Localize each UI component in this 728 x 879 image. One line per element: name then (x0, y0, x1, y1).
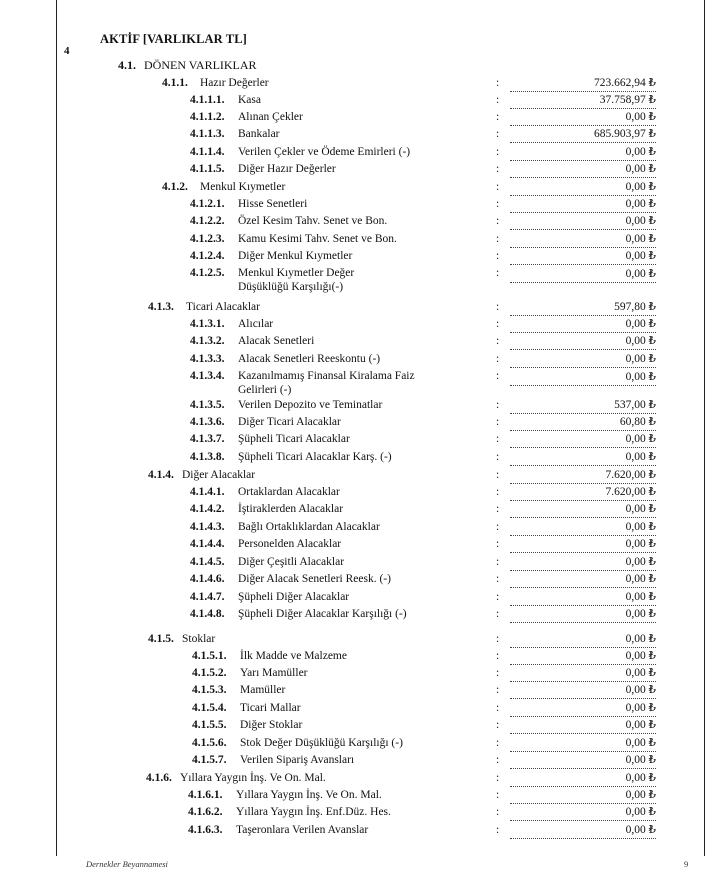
row-code: 4.1.3.3. (190, 353, 225, 365)
row-label: Şüpheli Diğer Alacaklar Karşılığı (-) (238, 608, 407, 620)
row-label: Özel Kesim Tahv. Senet ve Bon. (238, 215, 388, 227)
row-colon: : (496, 451, 500, 463)
row-code: 4.1.5.3. (192, 684, 227, 696)
row-label: Stok Değer Düşüklüğü Karşılığı (-) (240, 737, 403, 749)
row-colon: : (496, 806, 500, 818)
section-number: 4 (64, 45, 70, 57)
row-label: Verilen Depozito ve Teminatlar (238, 399, 383, 411)
row-colon: : (496, 301, 500, 313)
row-label-continued: Gelirleri (-) (238, 384, 292, 396)
row-colon: : (496, 503, 500, 515)
row-code: 4.1.2.1. (190, 198, 225, 210)
row-value: 0,00 ₺ (510, 789, 656, 804)
row-colon: : (496, 789, 500, 801)
section-subheading (118, 58, 257, 73)
row-value: 0,00 ₺ (510, 633, 656, 648)
row-value: 0,00 ₺ (510, 684, 656, 699)
row-label: Kamu Kesimi Tahv. Senet ve Bon. (238, 233, 397, 245)
row-value: 597,80 ₺ (510, 301, 656, 316)
row-label: Yıllara Yaygın İnş. Ve On. Mal. (180, 772, 326, 784)
row-colon: : (496, 77, 500, 89)
row-colon: : (496, 486, 500, 498)
row-value: 0,00 ₺ (510, 146, 656, 161)
row-value: 0,00 ₺ (510, 591, 656, 606)
row-value: 0,00 ₺ (510, 824, 656, 839)
row-colon: : (496, 370, 500, 382)
row-label: Diğer Hazır Değerler (238, 163, 336, 175)
row-value: 0,00 ₺ (510, 754, 656, 769)
row-code: 4.1.4.3. (190, 521, 225, 533)
row-value: 60,80 ₺ (510, 416, 656, 431)
row-colon: : (496, 111, 500, 123)
row-colon: : (496, 538, 500, 550)
row-label: Kazanılmamış Finansal Kiralama Faiz (238, 370, 415, 382)
row-colon: : (496, 215, 500, 227)
row-label: Taşeronlara Verilen Avanslar (236, 824, 369, 836)
row-code: 4.1.2.2. (190, 215, 225, 227)
row-value: 0,00 ₺ (510, 353, 656, 368)
row-label: Personelden Alacaklar (238, 538, 342, 550)
row-colon: : (496, 128, 500, 140)
row-colon: : (496, 267, 500, 279)
row-label: Diğer Çeşitli Alacaklar (238, 556, 345, 568)
row-code: 4.1.4.4. (190, 538, 225, 550)
row-colon: : (496, 399, 500, 411)
row-value: 7.620,00 ₺ (510, 469, 656, 484)
row-colon: : (496, 556, 500, 568)
row-colon: : (496, 94, 500, 106)
row-colon: : (496, 772, 500, 784)
row-value: 0,00 ₺ (510, 268, 656, 283)
row-colon: : (496, 684, 500, 696)
row-code: 4.1.5. (148, 633, 174, 645)
row-colon: : (496, 591, 500, 603)
row-code: 4.1.4. (148, 469, 174, 481)
row-code: 4.1.3.8. (190, 451, 225, 463)
row-value: 0,00 ₺ (510, 737, 656, 752)
row-code: 4.1.1.2. (190, 111, 225, 123)
page-number: 9 (684, 859, 689, 869)
row-value: 0,00 ₺ (510, 702, 656, 717)
row-label: Şüpheli Ticari Alacaklar (238, 433, 350, 445)
row-value: 0,00 ₺ (510, 433, 656, 448)
row-value: 685.903,97 ₺ (510, 128, 656, 143)
row-code: 4.1.6.1. (188, 789, 223, 801)
row-colon: : (496, 650, 500, 662)
row-label: Alacak Senetleri (238, 335, 315, 347)
row-code: 4.1.5.7. (192, 754, 227, 766)
row-colon: : (496, 754, 500, 766)
row-label: Ortaklardan Alacaklar (238, 486, 340, 498)
row-label: Yarı Mamüller (240, 667, 308, 679)
row-label: Hisse Senetleri (238, 198, 308, 210)
row-code: 4.1.3.7. (190, 433, 225, 445)
row-code: 4.1.3.2. (190, 335, 225, 347)
row-value: 0,00 ₺ (510, 163, 656, 178)
row-colon: : (496, 521, 500, 533)
row-colon: : (496, 181, 500, 193)
subheading-number: 4.1. (118, 58, 136, 72)
subheading-label: DÖNEN VARLIKLAR (144, 58, 257, 72)
row-value: 0,00 ₺ (510, 335, 656, 350)
row-label: İştiraklerden Alacaklar (238, 503, 344, 515)
row-colon: : (496, 163, 500, 175)
row-code: 4.1.6.2. (188, 806, 223, 818)
row-value: 0,00 ₺ (510, 608, 656, 623)
row-colon: : (496, 633, 500, 645)
row-value: 0,00 ₺ (510, 371, 656, 386)
right-border-line (704, 0, 705, 856)
row-value: 37.758,97 ₺ (510, 94, 656, 109)
row-code: 4.1.4.1. (190, 486, 225, 498)
row-colon: : (496, 433, 500, 445)
row-value: 0,00 ₺ (510, 650, 656, 665)
row-colon: : (496, 335, 500, 347)
row-colon: : (496, 824, 500, 836)
row-value: 0,00 ₺ (510, 503, 656, 518)
row-label: Diğer Ticari Alacaklar (238, 416, 341, 428)
row-value: 0,00 ₺ (510, 181, 656, 196)
row-value: 0,00 ₺ (510, 521, 656, 536)
page-title: AKTİF [VARLIKLAR TL] (100, 32, 247, 46)
row-label: Alınan Çekler (238, 111, 303, 123)
row-label: Alıcılar (238, 318, 274, 330)
row-code: 4.1.3.5. (190, 399, 225, 411)
row-code: 4.1.4.8. (190, 608, 225, 620)
row-label: Diğer Stoklar (240, 719, 303, 731)
row-colon: : (496, 573, 500, 585)
row-label-continued: Düşüklüğü Karşılığı(-) (238, 281, 344, 293)
row-value: 0,00 ₺ (510, 318, 656, 333)
row-code: 4.1.5.1. (192, 650, 227, 662)
row-code: 4.1.5.6. (192, 737, 227, 749)
row-label: İlk Madde ve Malzeme (240, 650, 347, 662)
row-colon: : (496, 416, 500, 428)
row-colon: : (496, 353, 500, 365)
left-border-line (56, 0, 57, 856)
row-value: 7.620,00 ₺ (510, 486, 656, 501)
row-code: 4.1.1.5. (190, 163, 225, 175)
row-code: 4.1.6.3. (188, 824, 223, 836)
row-label: Şüpheli Ticari Alacaklar Karş. (-) (238, 451, 392, 463)
row-code: 4.1.1. (162, 77, 188, 89)
row-label: Diğer Alacaklar (182, 469, 256, 481)
row-value: 0,00 ₺ (510, 806, 656, 821)
row-label: Verilen Çekler ve Ödeme Emirleri (-) (238, 146, 411, 158)
row-colon: : (496, 250, 500, 262)
row-value: 0,00 ₺ (510, 233, 656, 248)
row-label: Ticari Alacaklar (186, 301, 260, 313)
row-value: 0,00 ₺ (510, 250, 656, 265)
row-code: 4.1.6. (146, 772, 172, 784)
row-colon: : (496, 702, 500, 714)
row-code: 4.1.2.3. (190, 233, 225, 245)
row-code: 4.1.4.7. (190, 591, 225, 603)
row-code: 4.1.3.6. (190, 416, 225, 428)
row-code: 4.1.4.5. (190, 556, 225, 568)
row-label: Yıllara Yaygın İnş. Ve On. Mal. (236, 789, 382, 801)
row-colon: : (496, 719, 500, 731)
row-code: 4.1.3. (148, 301, 174, 313)
row-value: 0,00 ₺ (510, 198, 656, 213)
row-value: 0,00 ₺ (510, 215, 656, 230)
row-colon: : (496, 469, 500, 481)
row-label: Mamüller (240, 684, 286, 696)
row-code: 4.1.4.2. (190, 503, 225, 515)
row-code: 4.1.1.3. (190, 128, 225, 140)
row-value: 0,00 ₺ (510, 573, 656, 588)
row-value: 0,00 ₺ (510, 719, 656, 734)
row-code: 4.1.3.1. (190, 318, 225, 330)
row-value: 0,00 ₺ (510, 772, 656, 787)
row-label: Kasa (238, 94, 261, 106)
row-value: 0,00 ₺ (510, 111, 656, 126)
row-colon: : (496, 608, 500, 620)
row-code: 4.1.3.4. (190, 370, 225, 382)
row-code: 4.1.1.1. (190, 94, 225, 106)
row-code: 4.1.5.4. (192, 702, 227, 714)
row-value: 0,00 ₺ (510, 451, 656, 466)
row-value: 723.662,94 ₺ (510, 77, 656, 92)
row-code: 4.1.4.6. (190, 573, 225, 585)
row-colon: : (496, 146, 500, 158)
row-colon: : (496, 233, 500, 245)
row-colon: : (496, 667, 500, 679)
row-label: Şüpheli Diğer Alacaklar (238, 591, 350, 603)
row-label: Alacak Senetleri Reeskontu (-) (238, 353, 381, 365)
row-code: 4.1.1.4. (190, 146, 225, 158)
footer-document-name: Dernekler Beyannamesi (86, 859, 168, 869)
row-code: 4.1.2. (162, 181, 188, 193)
row-code: 4.1.2.5. (190, 267, 225, 279)
row-code: 4.1.5.2. (192, 667, 227, 679)
row-label: Ticari Mallar (240, 702, 301, 714)
row-label: Bankalar (238, 128, 280, 140)
row-value: 0,00 ₺ (510, 538, 656, 553)
row-colon: : (496, 737, 500, 749)
row-label: Stoklar (182, 633, 216, 645)
row-label: Diğer Menkul Kıymetler (238, 250, 353, 262)
row-colon: : (496, 318, 500, 330)
row-value: 0,00 ₺ (510, 667, 656, 682)
row-label: Hazır Değerler (200, 77, 269, 89)
row-label: Menkul Kıymetler (200, 181, 286, 193)
row-label: Bağlı Ortaklıklardan Alacaklar (238, 521, 380, 533)
row-code: 4.1.5.5. (192, 719, 227, 731)
row-code: 4.1.2.4. (190, 250, 225, 262)
row-label: Verilen Sipariş Avansları (240, 754, 355, 766)
row-value: 0,00 ₺ (510, 556, 656, 571)
row-colon: : (496, 198, 500, 210)
row-label: Diğer Alacak Senetleri Reesk. (-) (238, 573, 391, 585)
row-value: 537,00 ₺ (510, 399, 656, 414)
row-label: Yıllara Yaygın İnş. Enf.Düz. Hes. (236, 806, 391, 818)
row-label: Menkul Kıymetler Değer (238, 267, 355, 279)
